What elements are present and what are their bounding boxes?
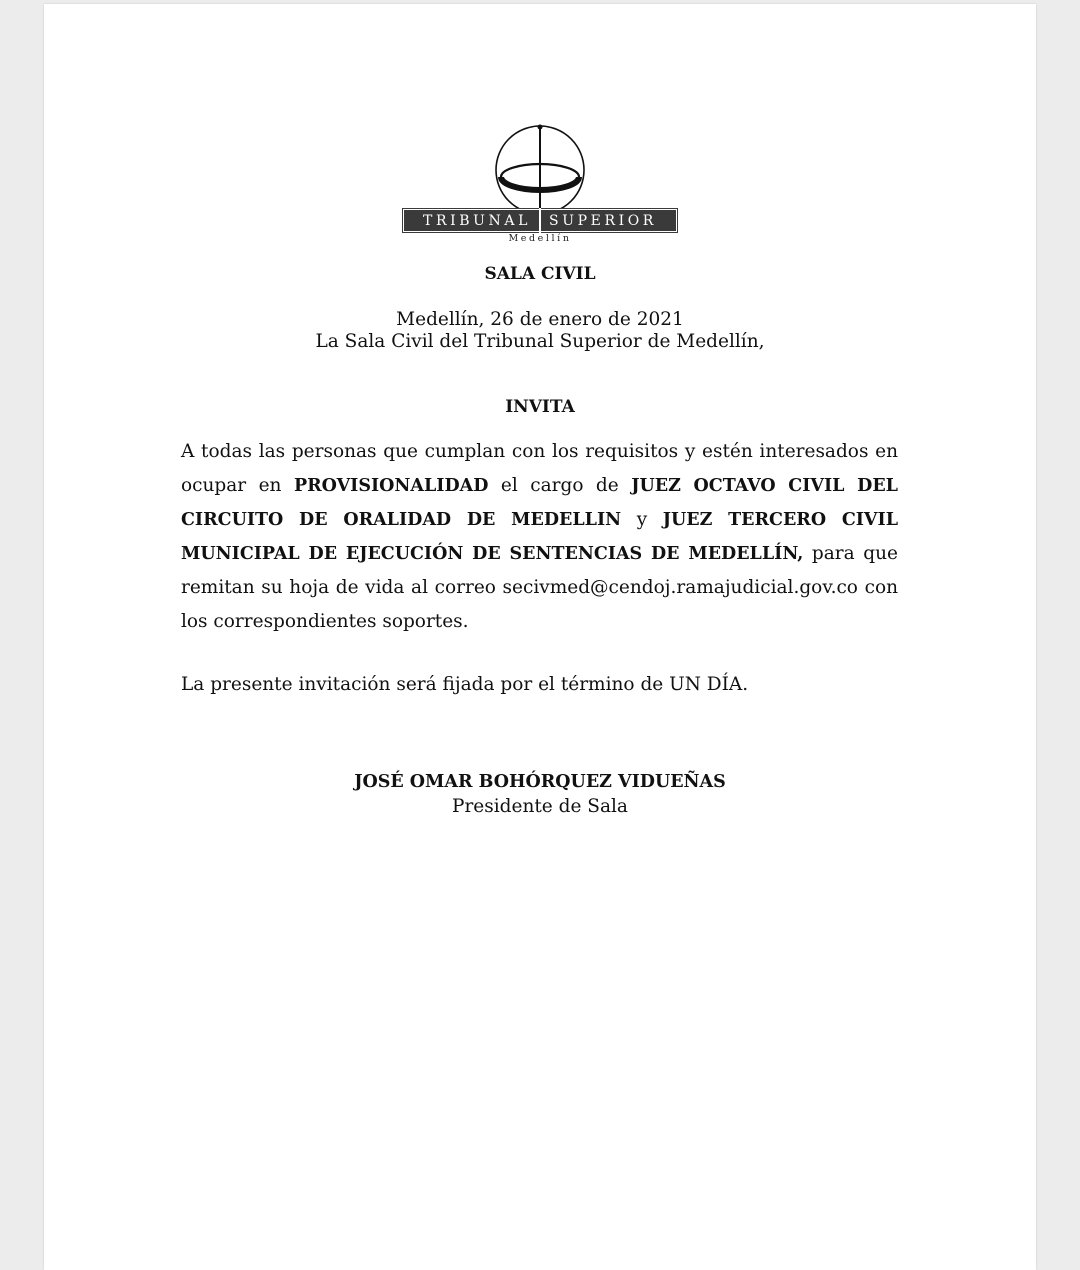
document-page <box>44 4 1036 1270</box>
paragraph-conjunction: y <box>621 509 663 530</box>
position-two: JUEZ TERCERO CIVIL MUNICIPAL DE EJECUCIÓN DE SENTENCIAS DE MEDELLÍN, <box>181 510 899 564</box>
appointment-type: PROVISIONALIDAD <box>293 476 489 496</box>
logo-word-superior: SUPERIOR <box>549 212 657 229</box>
logo-word-tribunal: TRIBUNAL <box>423 212 532 229</box>
logo-band <box>402 208 678 233</box>
tribunal-logo <box>402 119 678 245</box>
position-one: JUEZ OCTAVO CIVIL DEL CIRCUITO DE ORALIDAD DE MEDELLIN <box>181 476 898 530</box>
paragraph-intro: A todas las personas que cumplan con los requisitos y estén interesados en ocupar en <box>181 441 898 496</box>
issuer-line: La Sala Civil del Tribunal Superior de Medellín, <box>315 331 765 352</box>
chamber-heading: SALA CIVIL <box>484 264 596 284</box>
term-paragraph: La presente invitación será fijada por el término de UN DÍA. <box>181 674 749 695</box>
invitation-paragraph <box>181 435 898 639</box>
logo-city: Medellín <box>508 233 572 244</box>
paragraph-connector: el cargo de <box>488 475 632 496</box>
date-line: Medellín, 26 de enero de 2021 <box>396 309 684 330</box>
signatory-name: JOSÉ OMAR BOHÓRQUEZ VIDUEÑAS <box>354 772 726 792</box>
signatory-role: Presidente de Sala <box>452 796 628 817</box>
invitation-heading: INVITA <box>505 397 575 417</box>
paragraph-instructions: para que remitan su hoja de vida al correo secivmed@cendoj.ramajudicial.gov.co con los correspondientes soportes. <box>181 543 898 632</box>
